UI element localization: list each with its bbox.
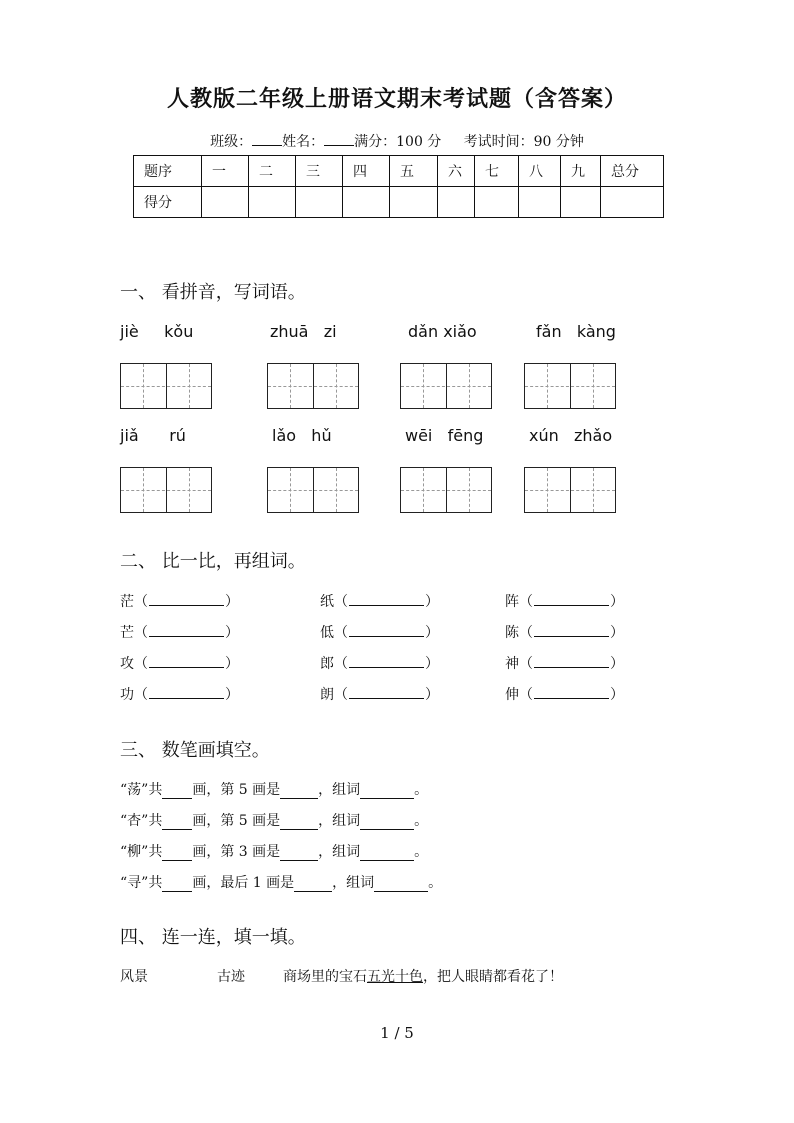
answer-blank[interactable] (162, 782, 192, 799)
answer-blank[interactable] (534, 655, 609, 668)
full-score: 满分：100 分 (354, 134, 442, 150)
pinyin: jiǎ rú (120, 426, 186, 445)
answer-blank[interactable] (374, 875, 428, 892)
answer-blank[interactable] (534, 686, 609, 699)
section1-heading: 一、 看拼音，写词语。 (120, 282, 306, 303)
compare-item: 陈（ ） (505, 625, 624, 641)
compare-item: 神（ ） (505, 656, 624, 672)
compare-item: 芒（ ） (120, 625, 239, 641)
score-cell[interactable] (601, 187, 664, 218)
exam-time: 考试时间：90 分钟 (463, 134, 584, 150)
section2-heading: 二、 比一比，再组词。 (120, 551, 306, 572)
tianzige-box[interactable] (267, 467, 359, 513)
answer-blank[interactable] (149, 593, 224, 606)
answer-blank[interactable] (349, 624, 424, 637)
header-cell: 二 (249, 156, 296, 187)
match-word[interactable]: 风景 (120, 969, 148, 985)
compare-item: 朗（ ） (320, 687, 439, 703)
score-cell[interactable] (519, 187, 561, 218)
stroke-question: “杏”共 画，第 5 画是 ，组词 。 (120, 813, 429, 829)
compare-item: 茫（ ） (120, 594, 239, 610)
score-cell[interactable] (249, 187, 296, 218)
tianzige-box[interactable] (400, 467, 492, 513)
answer-blank[interactable] (162, 813, 192, 830)
score-table-score-row (134, 187, 664, 218)
header-cell: 总分 (601, 156, 664, 187)
answer-blank[interactable] (360, 782, 414, 799)
pinyin: lǎo hǔ (272, 426, 332, 445)
pinyin: fǎn kàng (536, 322, 616, 341)
name-label: 姓名： (282, 134, 325, 150)
class-blank (252, 145, 282, 146)
pinyin: jiè kǒu (120, 322, 194, 341)
answer-blank[interactable] (149, 624, 224, 637)
pinyin: wēi fēng (405, 426, 484, 445)
score-cell[interactable] (390, 187, 438, 218)
answer-blank[interactable] (162, 875, 192, 892)
score-cell[interactable] (561, 187, 601, 218)
compare-item: 功（ ） (120, 687, 239, 703)
match-word[interactable]: 古迹 (217, 969, 245, 985)
answer-blank[interactable] (534, 593, 609, 606)
header-cell: 一 (202, 156, 249, 187)
name-blank (324, 145, 354, 146)
score-cell[interactable] (296, 187, 343, 218)
header-cell: 四 (343, 156, 390, 187)
answer-blank[interactable] (280, 844, 318, 861)
score-cell[interactable] (438, 187, 475, 218)
underlined-idiom: 五光十色 (367, 969, 423, 985)
header-cell: 题序 (134, 156, 202, 187)
pinyin: zhuā zi (270, 322, 337, 341)
answer-blank[interactable] (280, 782, 318, 799)
stroke-question: “荡”共 画，第 5 画是 ，组词 。 (120, 782, 429, 798)
answer-blank[interactable] (349, 655, 424, 668)
score-cell[interactable] (475, 187, 519, 218)
answer-blank[interactable] (149, 686, 224, 699)
answer-blank[interactable] (294, 875, 332, 892)
answer-blank[interactable] (280, 813, 318, 830)
compare-item: 伸（ ） (505, 687, 624, 703)
score-cell[interactable] (343, 187, 390, 218)
compare-item: 攻（ ） (120, 656, 239, 672)
tianzige-box[interactable] (524, 363, 616, 409)
header-cell: 八 (519, 156, 561, 187)
answer-blank[interactable] (360, 844, 414, 861)
page-number: 1 / 5 (380, 1024, 414, 1042)
answer-blank[interactable] (349, 686, 424, 699)
compare-item: 纸（ ） (320, 594, 439, 610)
tianzige-box[interactable] (400, 363, 492, 409)
exam-info-line (0, 131, 794, 151)
compare-item: 低（ ） (320, 625, 439, 641)
section3-heading: 三、 数笔画填空。 (120, 740, 270, 761)
pinyin: dǎn xiǎo (408, 322, 477, 341)
section4-heading: 四、 连一连，填一填。 (120, 927, 306, 948)
class-label: 班级： (210, 134, 253, 150)
tianzige-box[interactable] (267, 363, 359, 409)
answer-blank[interactable] (162, 844, 192, 861)
header-cell: 六 (438, 156, 475, 187)
header-cell: 五 (390, 156, 438, 187)
score-cell[interactable] (202, 187, 249, 218)
pinyin: xún zhǎo (529, 426, 613, 445)
compare-item: 阵（ ） (505, 594, 624, 610)
fill-sentence: 商场里的宝石五光十色，把人眼睛都看花了！ (283, 969, 563, 985)
score-table-header-row (134, 156, 664, 187)
stroke-question: “寻”共 画，最后 1 画是 ，组词 。 (120, 875, 443, 891)
score-table (133, 155, 664, 218)
header-cell: 九 (561, 156, 601, 187)
compare-item: 郎（ ） (320, 656, 439, 672)
page-title: 人教版二年级上册语文期末考试题（含答案） (166, 86, 627, 112)
answer-blank[interactable] (349, 593, 424, 606)
header-cell: 七 (475, 156, 519, 187)
score-row-label: 得分 (134, 187, 202, 218)
stroke-question: “柳”共 画，第 3 画是 ，组词 。 (120, 844, 429, 860)
tianzige-box[interactable] (120, 363, 212, 409)
tianzige-box[interactable] (524, 467, 616, 513)
tianzige-box[interactable] (120, 467, 212, 513)
answer-blank[interactable] (534, 624, 609, 637)
header-cell: 三 (296, 156, 343, 187)
answer-blank[interactable] (360, 813, 414, 830)
answer-blank[interactable] (149, 655, 224, 668)
